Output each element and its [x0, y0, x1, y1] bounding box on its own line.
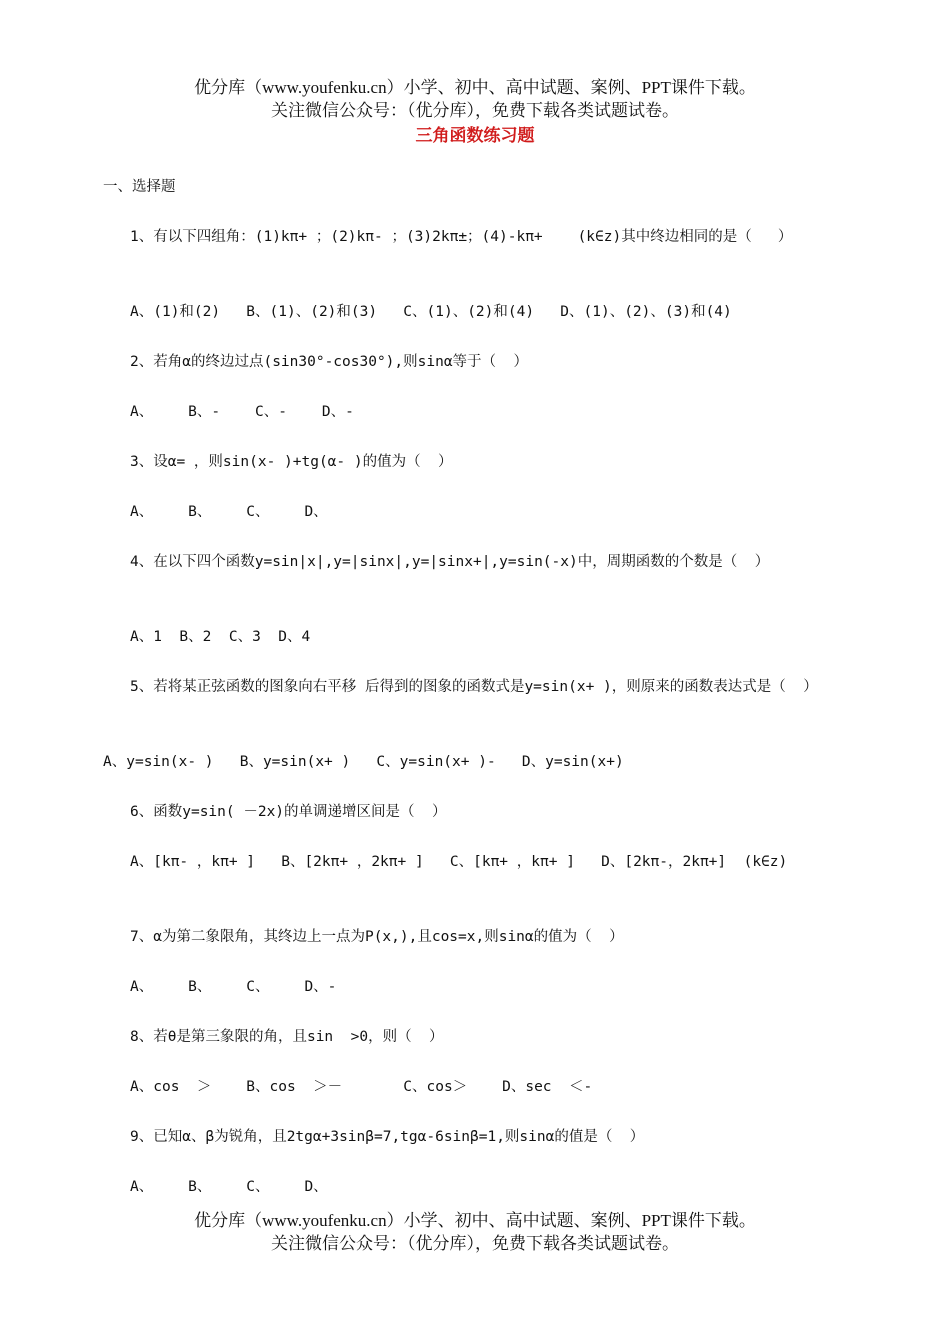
header-line-2: 关注微信公众号：（优分库），免费下载各类试题试卷。 [271, 101, 679, 120]
question-6: 6、函数y=sin( －2x)的单调递增区间是（ ） [130, 804, 447, 820]
question-2-options: A、 B、- C、- D、- [130, 404, 354, 420]
question-9-options: A、 B、 C、 D、 [130, 1179, 328, 1195]
question-5: 5、若将某正弦函数的图象向右平移 后得到的图象的函数式是y=sin(x+ )，则原来的函数表达式是（ ） [130, 679, 818, 695]
question-4: 4、在以下四个函数y=sin|x|,y=|sinx|,y=|sinx+|,y=sin(-x)中，周期函数的个数是（ ） [130, 554, 770, 570]
question-1-options: A、(1)和(2) B、(1)、(2)和(3) C、(1)、(2)和(4) D、(1)、(2)、(3)和(4) [130, 304, 732, 320]
question-4-options: A、1 B、2 C、3 D、4 [130, 629, 311, 645]
section-heading: 一、选择题 [103, 179, 176, 195]
question-7: 7、α为第二象限角，其终边上一点为P(x,),且cos=x,则sinα的值为（ ） [130, 929, 624, 945]
question-3: 3、设α= ，则sin(x- )+tg(α- )的值为（ ） [130, 454, 453, 470]
question-2: 2、若角α的终边过点(sin30°-cos30°),则sinα等于（ ） [130, 354, 529, 370]
page-header [0, 76, 950, 122]
footer-line-2: 关注微信公众号：（优分库），免费下载各类试题试卷。 [271, 1234, 679, 1253]
page-footer [0, 1209, 950, 1255]
question-8-options: A、cos ＞ B、cos ＞－ C、cos＞ D、sec ＜- [130, 1079, 593, 1095]
question-1: 1、有以下四组角：(1)kπ+ ；(2)kπ- ；(3)2kπ±；(4)-kπ+ (k∈z)其中终边相同的是（ ） [130, 229, 793, 245]
question-8: 8、若θ是第三象限的角，且sin >0，则（ ） [130, 1029, 444, 1045]
footer-line-1: 优分库（www.youfenku.cn）小学、初中、高中试题、案例、PPT课件下载。 [194, 1211, 756, 1230]
question-3-options: A、 B、 C、 D、 [130, 504, 328, 520]
question-9: 9、已知α、β为锐角，且2tgα+3sinβ=7,tgα-6sinβ=1,则sinα的值是（ ） [130, 1129, 645, 1145]
question-6-options: A、[kπ- ，kπ+ ] B、[2kπ+ ，2kπ+ ] C、[kπ+ ，kπ+ ] D、[2kπ-，2kπ+] (k∈z) [130, 854, 788, 870]
question-7-options: A、 B、 C、 D、- [130, 979, 337, 995]
header-line-1: 优分库（www.youfenku.cn）小学、初中、高中试题、案例、PPT课件下载。 [194, 78, 756, 97]
question-5-options: A、y=sin(x- ) B、y=sin(x+ ) C、y=sin(x+ )- D、y=sin(x+) [103, 754, 624, 770]
document-title: 三角函数练习题 [415, 126, 535, 146]
